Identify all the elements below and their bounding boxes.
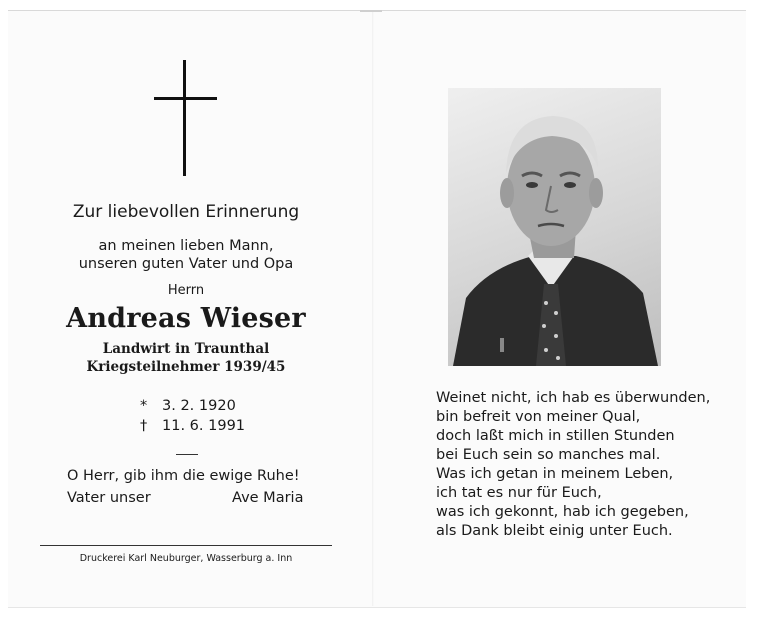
poem-line: bin befreit von meiner Qual, — [436, 409, 641, 425]
divider — [176, 454, 198, 455]
relation-line-2: unseren guten Vater und Opa — [78, 256, 294, 272]
poem-line: bei Euch sein so manches mal. — [436, 447, 661, 463]
poem-line: als Dank bleibt einig unter Euch. — [436, 523, 673, 539]
prayer-ave-maria: Ave Maria — [232, 490, 304, 506]
occupation: Landwirt in Traunthal — [102, 341, 270, 357]
deceased-name: Andreas Wieser — [66, 303, 306, 334]
footer-divider — [40, 545, 332, 546]
birth-symbol: * — [140, 398, 148, 414]
veteran-note: Kriegsteilnehmer 1939/45 — [86, 359, 286, 375]
fold-mark — [360, 10, 382, 12]
memorial-intro: Zur liebevollen Erinnerung — [72, 202, 300, 222]
prayer-line: O Herr, gib ihm die ewige Ruhe! — [67, 468, 300, 484]
printer-credit: Druckerei Karl Neuburger, Wasserburg a. Inn — [79, 553, 293, 564]
prayer-vater-unser: Vater unser — [67, 490, 151, 506]
poem-line: was ich gekonnt, hab ich gegeben, — [436, 504, 689, 520]
relation-line-1: an meinen lieben Mann, — [98, 238, 274, 254]
birth-date-row — [140, 398, 236, 414]
poem-line: Was ich getan in meinem Leben, — [436, 466, 674, 482]
birth-date: 3. 2. 1920 — [162, 398, 236, 414]
poem-line: Weinet nicht, ich hab es überwunden, — [436, 390, 711, 406]
poem — [436, 389, 710, 541]
salutation: Herrn — [167, 283, 205, 298]
portrait-image — [448, 88, 661, 366]
poem-line: ich tat es nur für Euch, — [436, 485, 602, 501]
card-fold — [372, 10, 374, 606]
portrait-photo — [448, 88, 661, 366]
poem-line: doch laßt mich in stillen Stunden — [436, 428, 675, 444]
death-symbol: † — [140, 418, 148, 434]
death-date: 11. 6. 1991 — [162, 418, 246, 434]
death-date-row — [140, 418, 245, 434]
